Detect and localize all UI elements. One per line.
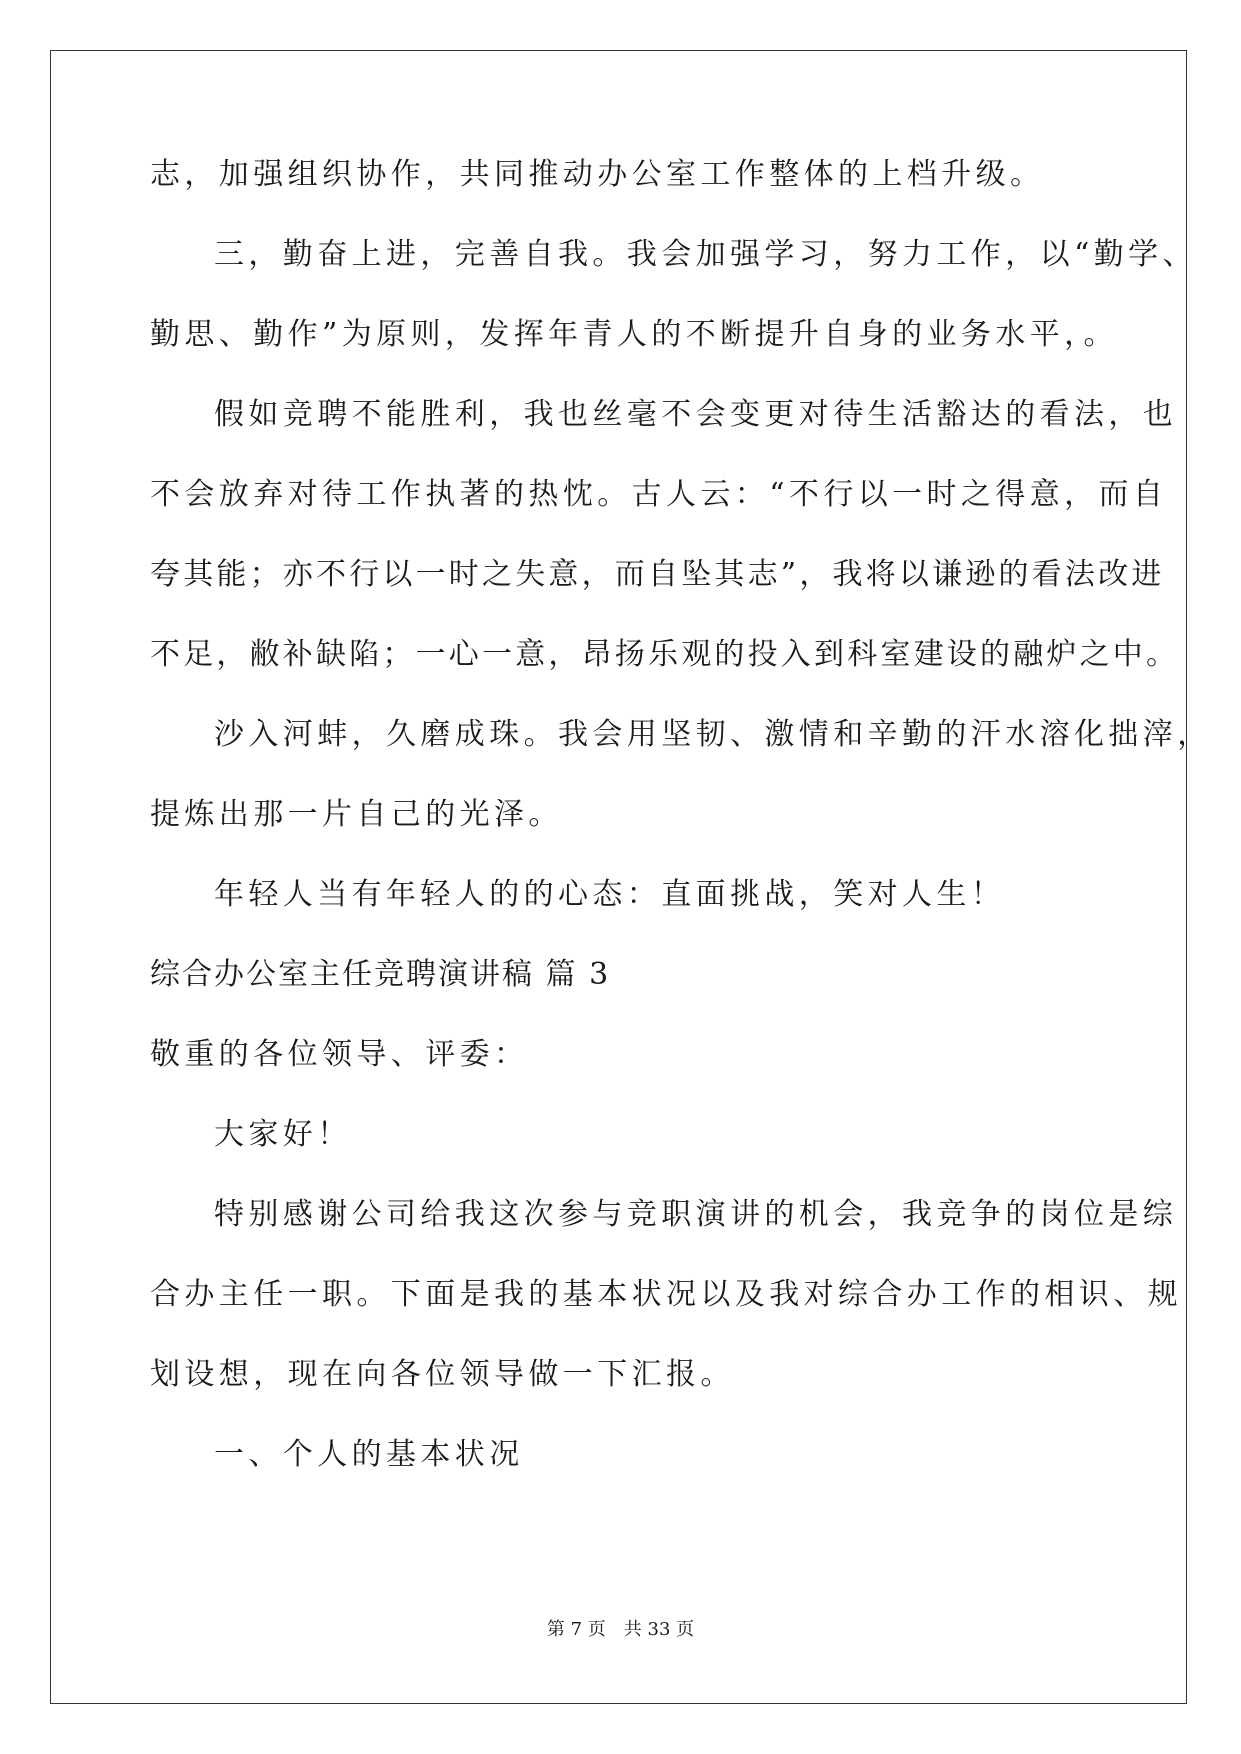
body-paragraph-first-line: 假如竞聘不能胜利，我也丝毫不会变更对待生活豁达的看法，也 bbox=[214, 397, 1178, 432]
body-line: 提炼出那一片自己的光泽。 bbox=[150, 797, 563, 832]
total-pages: 共 33 页 bbox=[623, 1619, 695, 1640]
subsection-heading: 一、个人的基本状况 bbox=[214, 1437, 524, 1472]
body-paragraph-first-line: 沙入河蚌，久磨成珠。我会用坚韧、激情和辛勤的汗水溶化拙滓， bbox=[214, 717, 1212, 752]
salutation-line: 敬重的各位领导、评委： bbox=[150, 1037, 529, 1072]
section-heading: 综合办公室主任竞聘演讲稿 篇 3 bbox=[150, 957, 611, 992]
page-footer bbox=[0, 1618, 1241, 1642]
body-line: 夸其能；亦不行以一时之失意，而自坠其志”，我将以谦逊的看法改进 bbox=[150, 557, 1165, 592]
body-paragraph-first-line: 年轻人当有年轻人的的心态：直面挑战，笑对人生！ bbox=[214, 877, 1006, 912]
body-line: 勤思、勤作”为原则，发挥年青人的不断提升自身的业务水平，。 bbox=[150, 317, 1118, 352]
body-paragraph-first-line: 三，勤奋上进，完善自我。我会加强学习，努力工作，以“勤学、 bbox=[214, 237, 1197, 272]
body-paragraph-first-line: 特别感谢公司给我这次参与竞职演讲的机会，我竞争的岗位是综 bbox=[214, 1197, 1178, 1232]
body-line: 不会放弃对待工作执著的热忱。古人云：“不行以一时之得意，而自 bbox=[150, 477, 1168, 512]
body-line: 划设想，现在向各位领导做一下汇报。 bbox=[150, 1357, 735, 1392]
body-line: 不足，敝补缺陷；一心一意，昂扬乐观的投入到科室建设的融炉之中。 bbox=[150, 637, 1180, 672]
body-line: 合办主任一职。下面是我的基本状况以及我对综合办工作的相识、规 bbox=[150, 1277, 1182, 1312]
body-line-continuation: 志，加强组织协作，共同推动办公室工作整体的上档升级。 bbox=[150, 157, 1045, 192]
current-page-number: 第 7 页 bbox=[546, 1619, 606, 1640]
greeting-line: 大家好！ bbox=[214, 1117, 352, 1152]
